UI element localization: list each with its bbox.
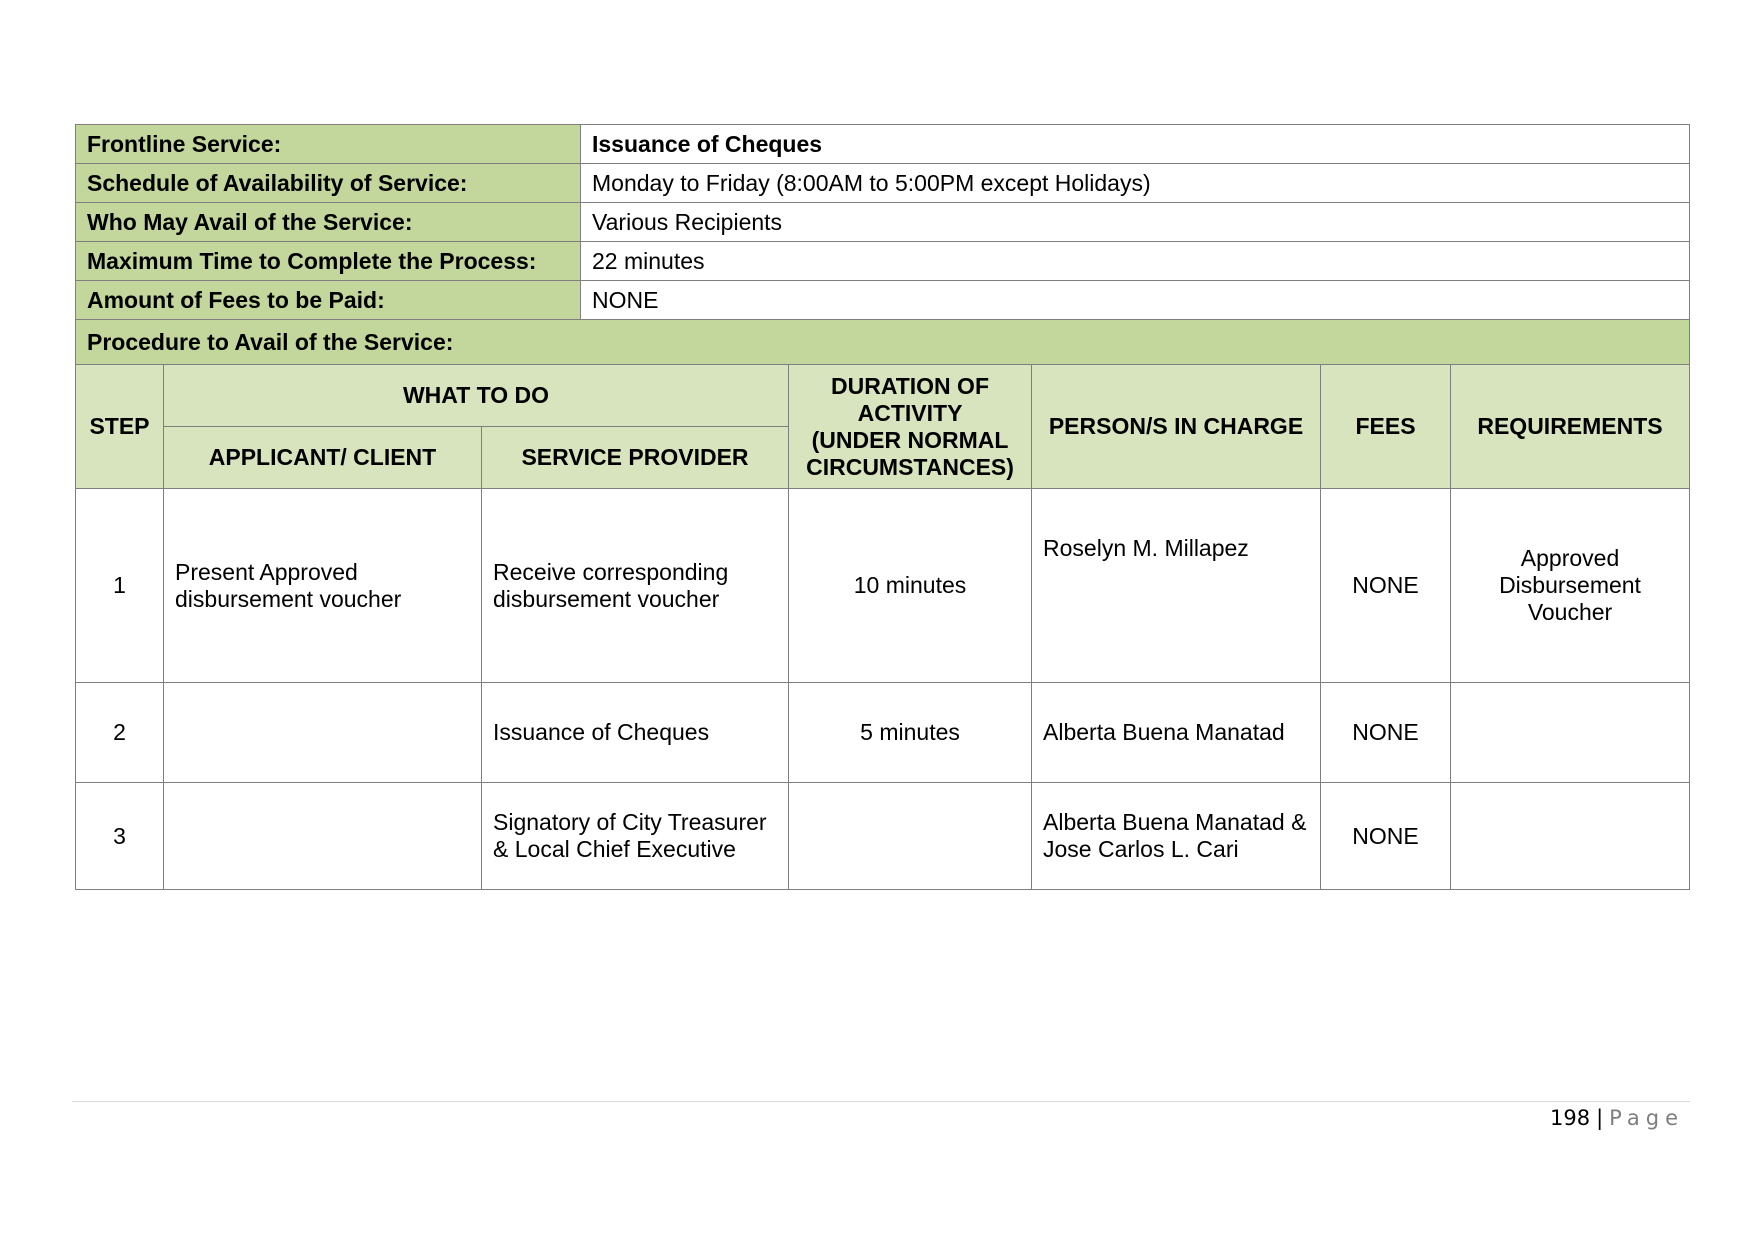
step-cell: 1: [76, 489, 164, 683]
page-footer: [1550, 1106, 1684, 1130]
fees-header: FEES: [1321, 365, 1451, 489]
duration-header-line: DURATION OF: [831, 372, 990, 399]
fees-cell: NONE: [1321, 683, 1451, 783]
service-info-table: [75, 124, 1690, 366]
frontline-service-value: Issuance of Cheques: [581, 125, 1690, 164]
cell-line: Roselyn M. Millapez: [1043, 535, 1249, 561]
fees-cell: NONE: [1321, 489, 1451, 683]
duration-header-line: ACTIVITY: [857, 399, 963, 426]
fees-label: Amount of Fees to be Paid:: [76, 281, 581, 320]
max-time-label: Maximum Time to Complete the Process:: [76, 242, 581, 281]
cell-line: disbursement voucher: [493, 585, 720, 612]
footer-divider: [72, 1101, 1690, 1102]
person-in-charge-header: PERSON/S IN CHARGE: [1032, 365, 1321, 489]
cell-line: Receive corresponding: [493, 558, 729, 585]
duration-header-line: (UNDER NORMAL: [811, 426, 1009, 453]
schedule-value: Monday to Friday (8:00AM to 5:00PM except Holidays): [581, 164, 1690, 203]
table-row: [76, 783, 1690, 890]
requirements-cell: [1451, 683, 1690, 783]
schedule-label: Schedule of Availability of Service:: [76, 164, 581, 203]
step-header: STEP: [76, 365, 164, 489]
duration-cell: 10 minutes: [789, 489, 1032, 683]
who-may-avail-value: Various Recipients: [581, 203, 1690, 242]
requirements-cell: [1451, 489, 1690, 683]
procedure-row: [76, 320, 1690, 366]
footer-separator: |: [1596, 1106, 1604, 1130]
fees-row: [76, 281, 1690, 320]
cell-line: Approved: [1520, 545, 1620, 571]
cell-line: & Local Chief Executive: [493, 836, 736, 862]
cell-line: Signatory of City Treasurer: [493, 809, 767, 835]
step-cell: 2: [76, 683, 164, 783]
fees-value: NONE: [581, 281, 1690, 320]
procedure-label: Procedure to Avail of the Service:: [76, 320, 1690, 366]
requirements-header: REQUIREMENTS: [1451, 365, 1690, 489]
applicant-cell: [164, 783, 482, 890]
cell-line: Disbursement: [1499, 572, 1641, 598]
applicant-client-header: APPLICANT/ CLIENT: [164, 427, 482, 489]
max-time-value: 22 minutes: [581, 242, 1690, 281]
provider-cell: Issuance of Cheques: [482, 683, 789, 783]
duration-header-line: CIRCUMSTANCES): [806, 453, 1014, 480]
duration-cell: [789, 783, 1032, 890]
who-may-avail-label: Who May Avail of the Service:: [76, 203, 581, 242]
page-word: Page: [1609, 1106, 1684, 1130]
table-row: [76, 683, 1690, 783]
cell-line: Voucher: [1527, 599, 1613, 625]
service-provider-header: SERVICE PROVIDER: [482, 427, 789, 489]
person-cell: Alberta Buena Manatad: [1032, 683, 1321, 783]
requirements-cell: [1451, 783, 1690, 890]
frontline-service-label: Frontline Service:: [76, 125, 581, 164]
duration-cell: 5 minutes: [789, 683, 1032, 783]
cell-line: Present Approved: [175, 558, 358, 585]
table-row: [76, 489, 1690, 683]
applicant-cell: [164, 489, 482, 683]
cell-line: disbursement voucher: [175, 585, 402, 612]
procedure-table: [75, 364, 1690, 890]
applicant-cell: [164, 683, 482, 783]
provider-cell: [482, 489, 789, 683]
max-time-row: [76, 242, 1690, 281]
step-cell: 3: [76, 783, 164, 890]
schedule-row: [76, 164, 1690, 203]
person-cell: [1032, 783, 1321, 890]
cell-line: Alberta Buena Manatad &: [1043, 809, 1307, 835]
fees-cell: NONE: [1321, 783, 1451, 890]
cell-line: Jose Carlos L. Cari: [1043, 836, 1239, 862]
what-to-do-header: WHAT TO DO: [164, 365, 789, 427]
duration-header: [789, 365, 1032, 489]
frontline-service-row: [76, 125, 1690, 164]
page-number: 198: [1549, 1106, 1591, 1130]
provider-cell: [482, 783, 789, 890]
who-may-avail-row: [76, 203, 1690, 242]
header-row-1: [76, 365, 1690, 427]
person-cell: [1032, 489, 1321, 683]
